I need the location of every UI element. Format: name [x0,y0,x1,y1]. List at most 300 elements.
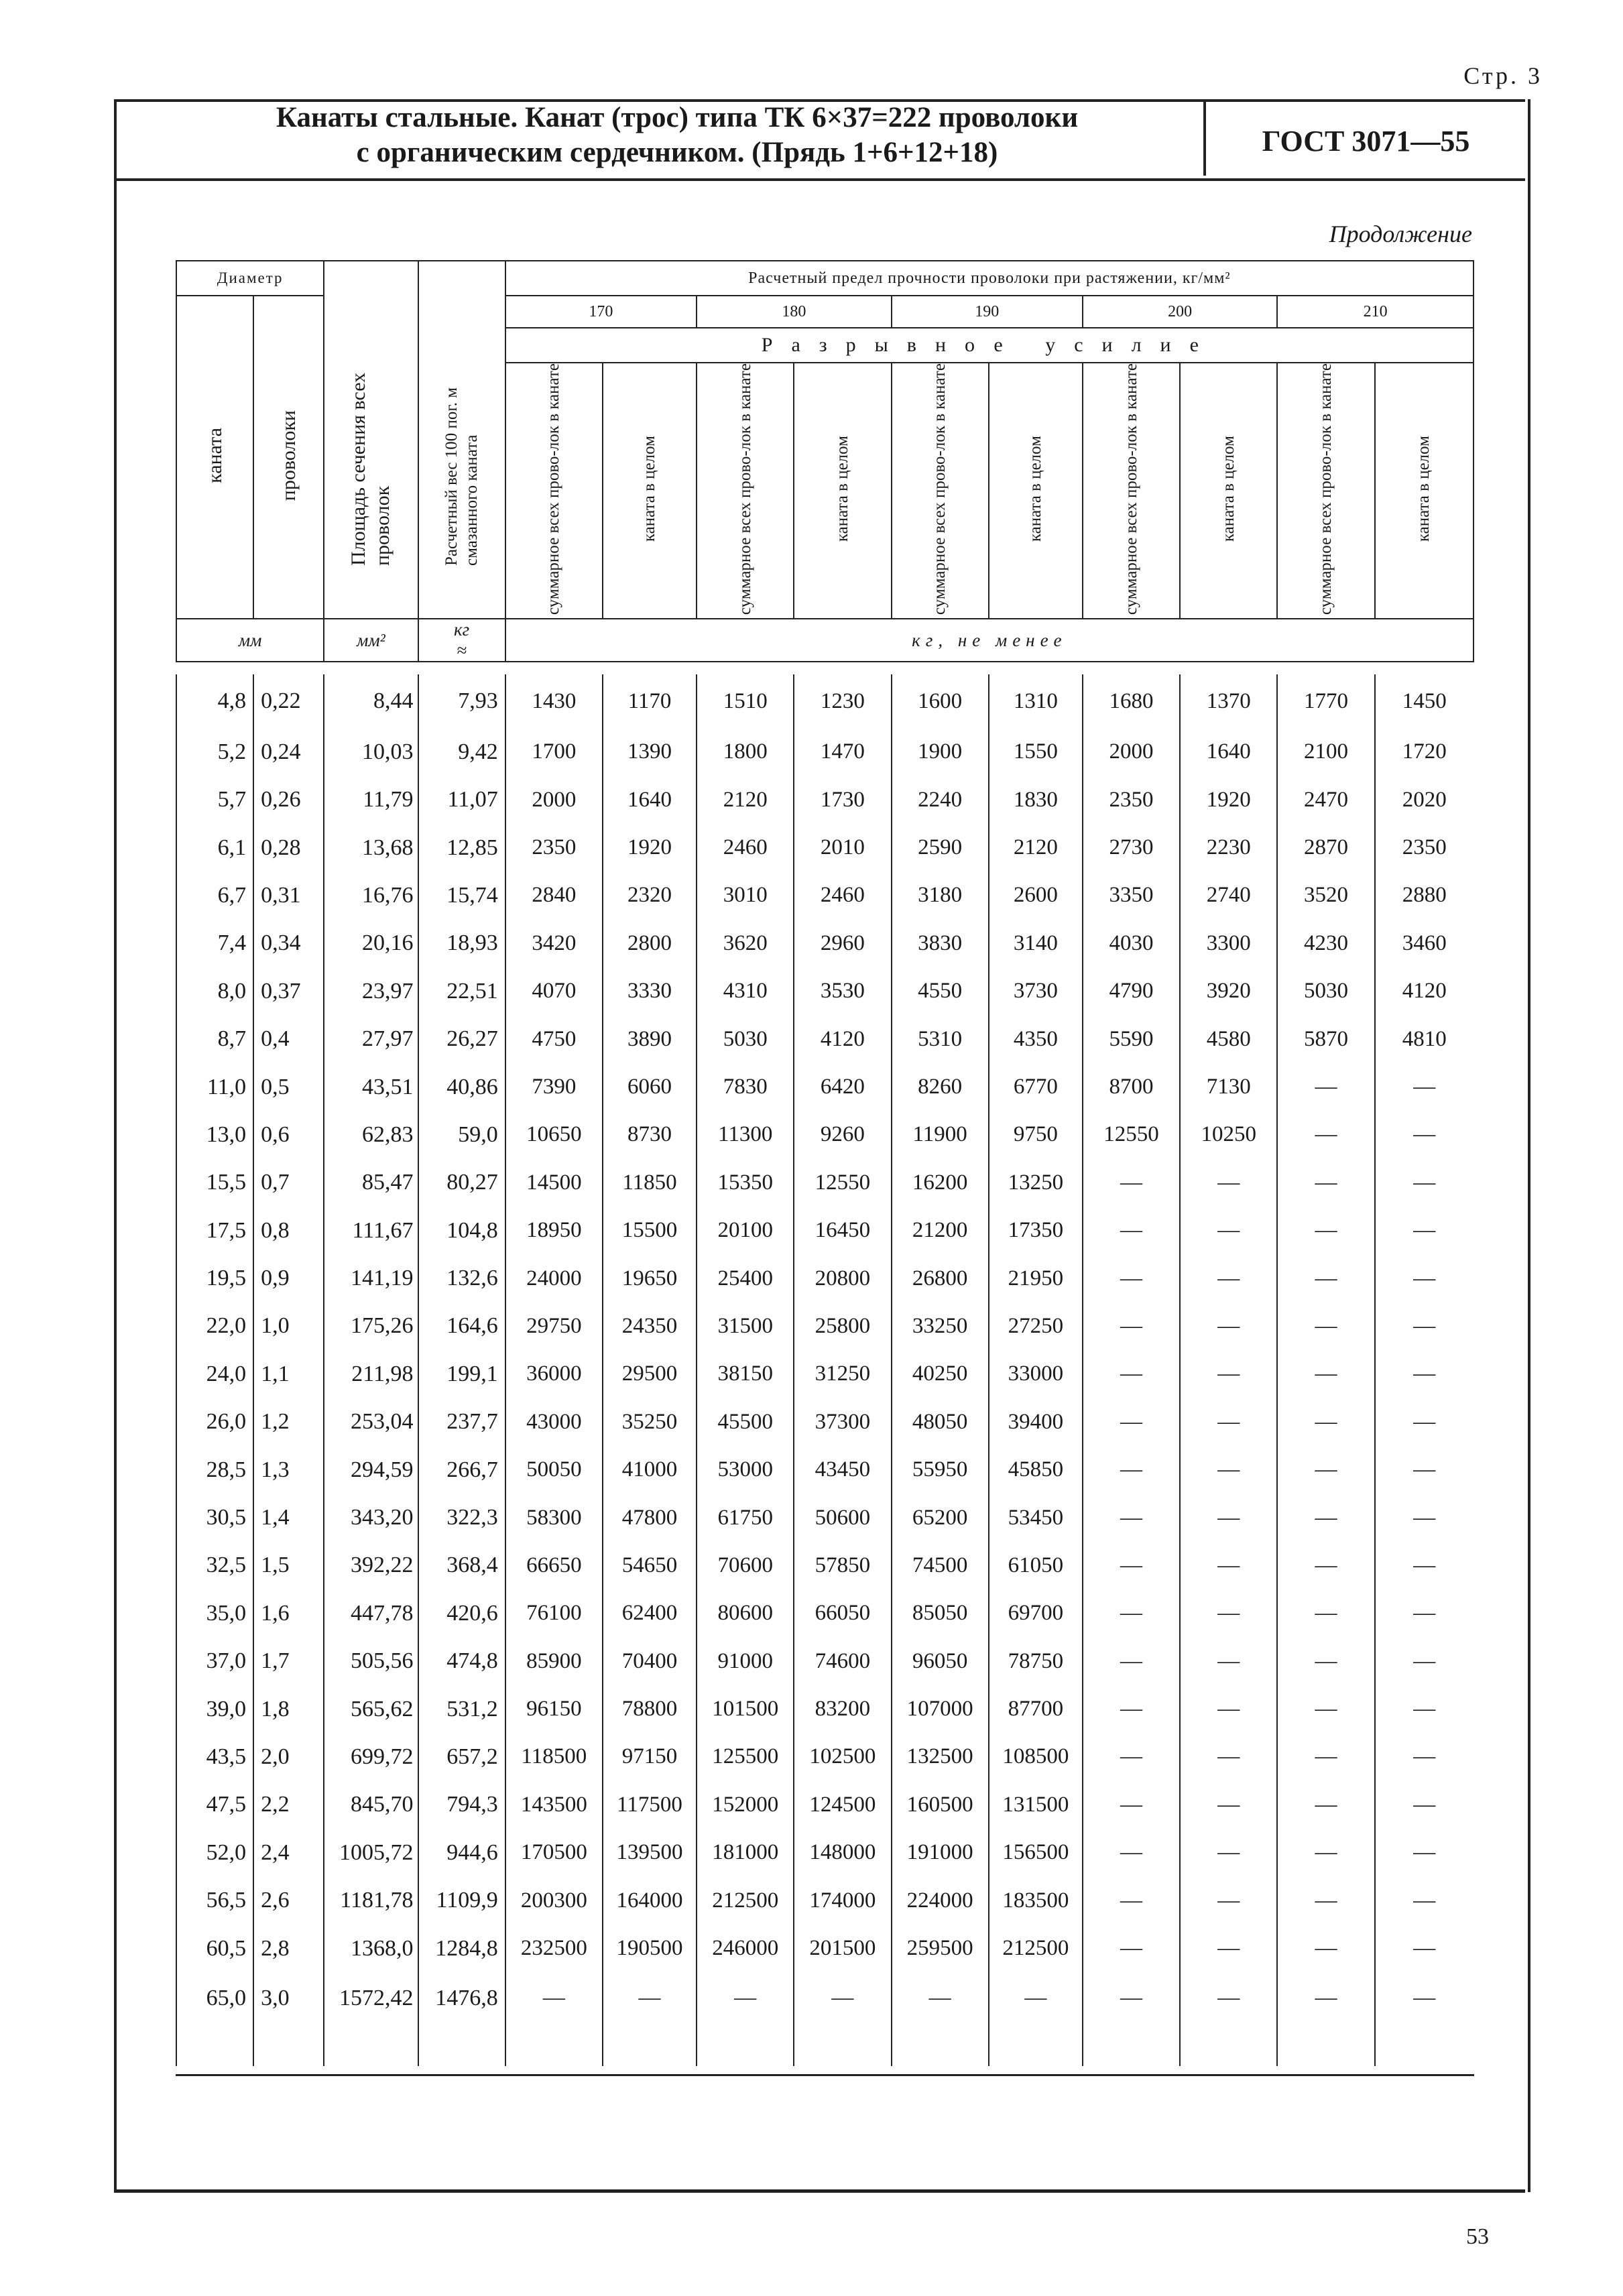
sum-210-cell: — [1277,1303,1374,1350]
sum-180-cell: 4310 [697,967,794,1015]
cross-section-area-cell: 8,44 [324,674,418,728]
sum-header [697,363,794,619]
table-row [176,1781,1474,1829]
sum-170-cell: 7390 [505,1063,603,1111]
sum-210-cell: — [1277,1781,1374,1829]
whole-180-cell: 1730 [794,776,891,823]
continuation-label: Продолжение [1329,221,1472,247]
page-number: 53 [1466,2224,1489,2249]
weight-per-100m-cell: 9,42 [418,728,505,776]
sum-180-cell: 20100 [697,1207,794,1254]
weight-per-100m-cell: 1284,8 [418,1925,505,1972]
whole-190-cell: 2120 [989,824,1083,871]
sum-190-cell: 2240 [892,776,989,823]
wire-diameter-cell: 1,8 [253,1685,324,1733]
diameter-header: Диаметр [176,261,324,296]
wire-diameter-cell: 1,5 [253,1542,324,1589]
sum-200-cell: 1680 [1083,674,1180,728]
whole-170-cell: 41000 [603,1446,697,1494]
whole-190-cell: — [989,1972,1083,2066]
whole-210-cell: — [1375,1876,1474,1924]
whole-170-cell: 164000 [603,1876,697,1924]
sum-190-cell: 48050 [892,1398,989,1446]
strength-header: Расчетный предел прочности проволоки при растяжении, кг/мм² [505,261,1474,296]
sum-170-cell: 24000 [505,1254,603,1302]
whole-180-cell: 1470 [794,728,891,776]
sum-190-cell: 33250 [892,1303,989,1350]
weight-per-100m-cell: 368,4 [418,1542,505,1589]
rope-diameter-cell: 4,8 [176,674,253,728]
whole-210-cell: — [1375,1925,1474,1972]
whole-210-cell: — [1375,1589,1474,1637]
sum-210-cell: 5870 [1277,1015,1374,1063]
whole-190-cell: 1550 [989,728,1083,776]
whole-header-text: каната в целом [640,436,659,542]
sum-header [505,363,603,619]
whole-200-cell: — [1180,1254,1277,1302]
sum-200-cell: — [1083,1685,1180,1733]
wire-diameter-header [253,296,324,619]
sum-190-cell: 224000 [892,1876,989,1924]
whole-210-cell: — [1375,1542,1474,1589]
whole-210-cell: — [1375,1111,1474,1158]
whole-170-cell: 24350 [603,1303,697,1350]
whole-190-cell: 212500 [989,1925,1083,1972]
whole-170-cell: 78800 [603,1685,697,1733]
whole-200-cell: — [1180,1398,1277,1446]
cross-section-area-cell: 1572,42 [324,1972,418,2066]
cross-section-area-cell: 111,67 [324,1207,418,1254]
weight-per-100m-cell: 420,6 [418,1589,505,1637]
sum-190-cell: 11900 [892,1111,989,1158]
sum-190-cell: 85050 [892,1589,989,1637]
whole-210-cell: 2350 [1375,824,1474,871]
rope-header-text: каната [203,428,226,483]
whole-200-cell: 2740 [1180,871,1277,919]
whole-210-cell: 2880 [1375,871,1474,919]
wire-diameter-cell: 0,24 [253,728,324,776]
whole-210-cell: 3460 [1375,920,1474,967]
whole-header-text: каната в целом [1415,436,1433,542]
whole-190-cell: 45850 [989,1446,1083,1494]
whole-header [1180,363,1277,619]
whole-180-cell: 4120 [794,1015,891,1063]
sum-180-cell: 2120 [697,776,794,823]
rope-diameter-cell: 26,0 [176,1398,253,1446]
rope-diameter-cell: 60,5 [176,1925,253,1972]
sum-190-cell: 3180 [892,871,989,919]
whole-200-cell: — [1180,1494,1277,1541]
whole-180-cell: 201500 [794,1925,891,1972]
whole-210-cell: 4120 [1375,967,1474,1015]
whole-190-cell: 108500 [989,1733,1083,1780]
unit-kg-min: кг, не менее [505,619,1474,662]
table-row [176,1589,1474,1637]
sum-200-cell: 3350 [1083,871,1180,919]
table-row [176,824,1474,871]
sum-190-cell: 132500 [892,1733,989,1780]
units-row [176,619,1474,662]
sum-190-cell: 1600 [892,674,989,728]
sum-header [1083,363,1180,619]
weight-per-100m-cell: 40,86 [418,1063,505,1111]
sum-180-cell: 125500 [697,1733,794,1780]
weight-per-100m-cell: 18,93 [418,920,505,967]
cross-section-area-cell: 16,76 [324,871,418,919]
whole-200-cell: — [1180,1876,1277,1924]
cross-section-area-cell: 294,59 [324,1446,418,1494]
rope-diameter-cell: 32,5 [176,1542,253,1589]
whole-170-cell: 1640 [603,776,697,823]
whole-210-cell: 1720 [1375,728,1474,776]
sum-210-cell: — [1277,1350,1374,1398]
whole-180-cell: 25800 [794,1303,891,1350]
sum-190-cell: 74500 [892,1542,989,1589]
sum-170-cell: 66650 [505,1542,603,1589]
cross-section-area-cell: 62,83 [324,1111,418,1158]
table-row [176,967,1474,1015]
sum-200-cell: — [1083,1781,1180,1829]
sum-210-cell: — [1277,1685,1374,1733]
sum-210-cell: — [1277,1542,1374,1589]
sum-170-cell: 2000 [505,776,603,823]
weight-per-100m-cell: 132,6 [418,1254,505,1302]
cross-section-area-cell: 141,19 [324,1254,418,1302]
whole-200-cell: — [1180,1733,1277,1780]
grade-180: 180 [697,296,891,328]
cross-section-area-cell: 1368,0 [324,1925,418,1972]
rope-diameter-cell: 37,0 [176,1638,253,1685]
whole-200-cell: — [1180,1350,1277,1398]
sum-190-cell: — [892,1972,989,2066]
wire-diameter-cell: 0,7 [253,1159,324,1207]
sum-200-cell: — [1083,1733,1180,1780]
rope-diameter-cell: 5,7 [176,776,253,823]
wire-diameter-cell: 1,6 [253,1589,324,1637]
whole-170-cell: 1390 [603,728,697,776]
wire-diameter-cell: 0,28 [253,824,324,871]
table-body [176,674,1474,2066]
sum-200-cell: — [1083,1350,1180,1398]
sum-180-cell: 91000 [697,1638,794,1685]
table-row [176,1063,1474,1111]
sum-180-cell: 7830 [697,1063,794,1111]
weight-per-100m-cell: 11,07 [418,776,505,823]
cross-section-area-cell: 1005,72 [324,1829,418,1876]
whole-180-cell: 2010 [794,824,891,871]
table-row [176,1207,1474,1254]
wire-diameter-cell: 0,4 [253,1015,324,1063]
sum-170-cell: 232500 [505,1925,603,1972]
rope-diameter-cell: 24,0 [176,1350,253,1398]
whole-200-cell: 10250 [1180,1111,1277,1158]
sum-200-cell: 2350 [1083,776,1180,823]
sum-190-cell: 2590 [892,824,989,871]
weight-per-100m-cell: 1476,8 [418,1972,505,2066]
unit-mm: мм [176,619,324,662]
whole-180-cell: 20800 [794,1254,891,1302]
sum-210-cell: 2870 [1277,824,1374,871]
whole-180-cell: 12550 [794,1159,891,1207]
sum-170-cell: 14500 [505,1159,603,1207]
cross-section-area-cell: 253,04 [324,1398,418,1446]
sum-210-cell: — [1277,1494,1374,1541]
weight-per-100m-cell: 164,6 [418,1303,505,1350]
grade-210: 210 [1277,296,1474,328]
wire-diameter-cell: 2,4 [253,1829,324,1876]
whole-190-cell: 131500 [989,1781,1083,1829]
rope-diameter-cell: 47,5 [176,1781,253,1829]
wire-diameter-cell: 2,8 [253,1925,324,1972]
sum-170-cell: 50050 [505,1446,603,1494]
sum-210-cell: — [1277,1111,1374,1158]
whole-190-cell: 6770 [989,1063,1083,1111]
sum-180-cell: 3620 [697,920,794,967]
breaking-force-header: Разрывное усилие [505,328,1474,363]
sum-190-cell: 26800 [892,1254,989,1302]
area-header-text: Площадь сечения всех проволок [347,372,394,566]
page-label-top: Стр. 3 [1463,62,1543,89]
sum-210-cell: 3520 [1277,871,1374,919]
bottom-rule [114,2189,1525,2193]
rope-diameter-cell: 8,7 [176,1015,253,1063]
whole-200-cell: — [1180,1972,1277,2066]
whole-210-cell: — [1375,1972,1474,2066]
whole-190-cell: 2600 [989,871,1083,919]
whole-190-cell: 9750 [989,1111,1083,1158]
sum-200-cell: 2730 [1083,824,1180,871]
whole-190-cell: 39400 [989,1398,1083,1446]
sum-210-cell: — [1277,1063,1374,1111]
grade-170: 170 [505,296,697,328]
table-bottom-rule [176,2074,1474,2076]
cross-section-area-cell: 845,70 [324,1781,418,1829]
sum-170-cell: 118500 [505,1733,603,1780]
table-row [176,728,1474,776]
wire-diameter-cell: 0,34 [253,920,324,967]
sum-210-cell: — [1277,1638,1374,1685]
wire-diameter-cell: 0,22 [253,674,324,728]
unit-kg [418,619,505,662]
whole-190-cell: 3140 [989,920,1083,967]
cross-section-area-cell: 175,26 [324,1303,418,1350]
whole-180-cell: 102500 [794,1733,891,1780]
sum-190-cell: 8260 [892,1063,989,1111]
whole-190-cell: 27250 [989,1303,1083,1350]
sum-180-cell: 2460 [697,824,794,871]
sum-170-cell: 29750 [505,1303,603,1350]
grade-200: 200 [1083,296,1277,328]
whole-190-cell: 78750 [989,1638,1083,1685]
sum-190-cell: 65200 [892,1494,989,1541]
rope-diameter-cell: 8,0 [176,967,253,1015]
whole-170-cell: 2320 [603,871,697,919]
whole-180-cell: 57850 [794,1542,891,1589]
whole-200-cell: 1370 [1180,674,1277,728]
sum-210-cell: 2470 [1277,776,1374,823]
sum-200-cell: 2000 [1083,728,1180,776]
sum-200-cell: 8700 [1083,1063,1180,1111]
sum-190-cell: 21200 [892,1207,989,1254]
sum-210-cell: — [1277,1829,1374,1876]
wire-diameter-cell: 0,6 [253,1111,324,1158]
weight-per-100m-cell: 7,93 [418,674,505,728]
whole-190-cell: 17350 [989,1207,1083,1254]
sum-180-cell: 15350 [697,1159,794,1207]
sum-200-cell: — [1083,1638,1180,1685]
sum-180-cell: 31500 [697,1303,794,1350]
cross-section-area-cell: 27,97 [324,1015,418,1063]
whole-180-cell: 3530 [794,967,891,1015]
sum-210-cell: — [1277,1733,1374,1780]
sum-210-cell: — [1277,1972,1374,2066]
sum-170-cell: 18950 [505,1207,603,1254]
table-row [176,1542,1474,1589]
whole-210-cell: — [1375,1398,1474,1446]
whole-200-cell: — [1180,1542,1277,1589]
whole-200-cell: — [1180,1159,1277,1207]
sum-210-cell: — [1277,1876,1374,1924]
header-gap [176,662,1474,674]
whole-190-cell: 69700 [989,1589,1083,1637]
weight-per-100m-cell: 944,6 [418,1829,505,1876]
table-row [176,1494,1474,1541]
sum-190-cell: 107000 [892,1685,989,1733]
whole-200-cell: — [1180,1589,1277,1637]
whole-190-cell: 183500 [989,1876,1083,1924]
sum-190-cell: 5310 [892,1015,989,1063]
rope-diameter-cell: 6,1 [176,824,253,871]
weight-per-100m-cell: 12,85 [418,824,505,871]
whole-200-cell: — [1180,1446,1277,1494]
sum-170-cell: 4070 [505,967,603,1015]
whole-210-cell: — [1375,1638,1474,1685]
wire-diameter-cell: 3,0 [253,1972,324,2066]
wire-diameter-cell: 0,8 [253,1207,324,1254]
sum-200-cell: — [1083,1303,1180,1350]
whole-210-cell: — [1375,1350,1474,1398]
sum-180-cell: 45500 [697,1398,794,1446]
rope-diameter-cell: 43,5 [176,1733,253,1780]
cross-section-area-cell: 85,47 [324,1159,418,1207]
table-row [176,1111,1474,1158]
sum-200-cell: — [1083,1254,1180,1302]
table-row [176,1015,1474,1063]
whole-170-cell: 2800 [603,920,697,967]
table-row [176,1972,1474,2066]
whole-200-cell: — [1180,1303,1277,1350]
sum-header-text: суммарное всех прово-лок в канате [1316,363,1335,615]
sum-200-cell: 5590 [1083,1015,1180,1063]
whole-170-cell: 15500 [603,1207,697,1254]
whole-180-cell: 16450 [794,1207,891,1254]
weight-per-100m-cell: 104,8 [418,1207,505,1254]
whole-180-cell: 83200 [794,1685,891,1733]
whole-200-cell: — [1180,1781,1277,1829]
sum-180-cell: 11300 [697,1111,794,1158]
whole-170-cell: 139500 [603,1829,697,1876]
whole-180-cell: 148000 [794,1829,891,1876]
whole-190-cell: 87700 [989,1685,1083,1733]
sum-190-cell: 55950 [892,1446,989,1494]
sum-170-cell: 2840 [505,871,603,919]
wire-diameter-cell: 0,31 [253,871,324,919]
sum-190-cell: 160500 [892,1781,989,1829]
sum-header-text: суммарное всех прово-лок в канате [544,363,563,615]
whole-190-cell: 1830 [989,776,1083,823]
sum-210-cell: 4230 [1277,920,1374,967]
rope-diameter-cell: 5,2 [176,728,253,776]
rope-diameter-header [176,296,253,619]
whole-180-cell: 31250 [794,1350,891,1398]
unit-mm2: мм² [324,619,418,662]
sum-200-cell: 12550 [1083,1111,1180,1158]
sum-header-text: суммарное всех прово-лок в канате [1122,363,1140,615]
sum-200-cell: — [1083,1159,1180,1207]
wire-diameter-cell: 1,7 [253,1638,324,1685]
rope-diameter-cell: 28,5 [176,1446,253,1494]
whole-190-cell: 3730 [989,967,1083,1015]
cross-section-area-cell: 13,68 [324,824,418,871]
whole-180-cell: 2460 [794,871,891,919]
sum-190-cell: 1900 [892,728,989,776]
whole-210-cell: 1450 [1375,674,1474,728]
sum-190-cell: 16200 [892,1159,989,1207]
whole-190-cell: 1310 [989,674,1083,728]
whole-180-cell: 6420 [794,1063,891,1111]
cross-section-area-cell: 343,20 [324,1494,418,1541]
whole-170-cell: 97150 [603,1733,697,1780]
whole-210-cell: — [1375,1494,1474,1541]
sum-180-cell: — [697,1972,794,2066]
gap-cell [176,662,1474,674]
cross-section-area-cell: 20,16 [324,920,418,967]
weight-per-100m-cell: 1109,9 [418,1876,505,1924]
whole-190-cell: 61050 [989,1542,1083,1589]
sum-180-cell: 152000 [697,1781,794,1829]
sum-190-cell: 259500 [892,1925,989,1972]
whole-170-cell: 8730 [603,1111,697,1158]
weight-per-100m-cell: 237,7 [418,1398,505,1446]
wire-diameter-cell: 1,4 [253,1494,324,1541]
whole-170-cell: 47800 [603,1494,697,1541]
weight-header-text: Расчетный вес 100 пог. м смазанного каната [442,387,481,566]
whole-170-cell: 1170 [603,674,697,728]
table-row [176,1925,1474,1972]
whole-210-cell: — [1375,1207,1474,1254]
cross-section-area-cell: 1181,78 [324,1876,418,1924]
whole-210-cell: — [1375,1781,1474,1829]
sum-170-cell: 143500 [505,1781,603,1829]
whole-170-cell: 6060 [603,1063,697,1111]
sum-210-cell: — [1277,1207,1374,1254]
whole-210-cell: — [1375,1829,1474,1876]
rope-diameter-cell: 19,5 [176,1254,253,1302]
whole-170-cell: 35250 [603,1398,697,1446]
whole-210-cell: — [1375,1159,1474,1207]
wire-diameter-cell: 1,3 [253,1446,324,1494]
cross-section-area-cell: 43,51 [324,1063,418,1111]
rope-diameter-cell: 6,7 [176,871,253,919]
whole-180-cell: — [794,1972,891,2066]
whole-170-cell: 1920 [603,824,697,871]
cross-section-area-cell: 447,78 [324,1589,418,1637]
rope-strength-table [176,260,1474,2066]
whole-header [794,363,891,619]
cross-section-area-cell: 392,22 [324,1542,418,1589]
whole-200-cell: — [1180,1925,1277,1972]
weight-per-100m-cell: 794,3 [418,1781,505,1829]
